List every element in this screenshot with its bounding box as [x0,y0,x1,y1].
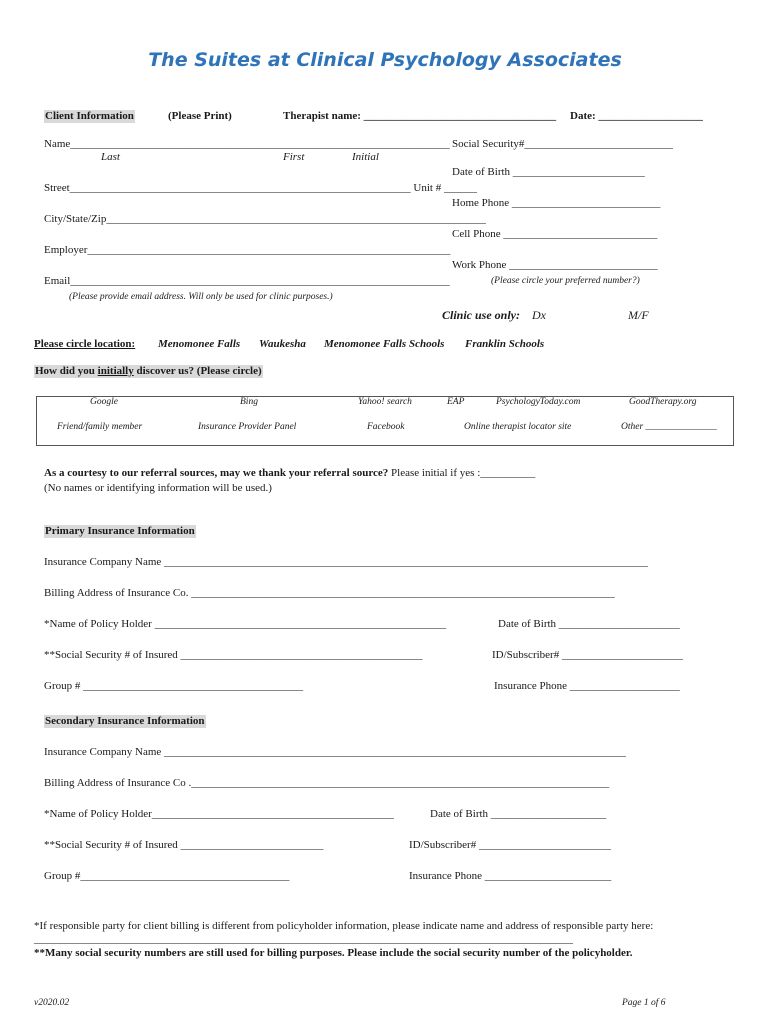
date-field[interactable]: Date: ___________________ [570,110,703,122]
employer-field[interactable]: Employer__________________________________________________________________ [44,244,451,256]
therapist-name-field[interactable]: Therapist name: ___________________________________ [283,110,557,122]
version-label: v2020.02 [34,998,70,1008]
city-state-zip-field[interactable]: City/State/Zip_____________________________________________________________________ [44,213,486,225]
location-franklin-schools[interactable]: Franklin Schools [465,338,545,350]
secondary-insurance-company-field[interactable]: Insurance Company Name ____________________________________________________________________________________ [44,746,627,758]
referral-note: (No names or identifying information will be used.) [44,482,272,494]
primary-billing-address-field[interactable]: Billing Address of Insurance Co. _____________________________________________________________________________ [44,587,615,599]
work-phone-field[interactable]: Work Phone ___________________________ [452,259,658,271]
clinic-use-label: Clinic use only: [442,308,521,322]
discover-goodtherapy[interactable]: GoodTherapy.org [629,397,697,407]
discover-psychologytoday[interactable]: PsychologyToday.com [496,397,581,407]
location-menomonee-falls[interactable]: Menomonee Falls [158,338,241,350]
secondary-date-of-birth-field[interactable]: Date of Birth _____________________ [430,808,607,820]
location-waukesha[interactable]: Waukesha [259,338,306,350]
initial-label: Initial [352,151,379,163]
referral-question[interactable]: As a courtesy to our referral sources, may we thank your referral source? Please initial if yes :__________ [44,467,536,479]
primary-insurance-phone-field[interactable]: Insurance Phone ____________________ [494,680,680,692]
discover-facebook[interactable]: Facebook [367,422,405,432]
email-note: (Please provide email address. Will only be used for clinic purposes.) [69,292,333,302]
secondary-ssn-field[interactable]: **Social Security # of Insured __________________________ [44,839,324,851]
secondary-policy-holder-field[interactable]: *Name of Policy Holder____________________________________________ [44,808,394,820]
street-field[interactable]: Street______________________________________________________________ Unit # ______ [44,182,477,194]
primary-ssn-field[interactable]: **Social Security # of Insured ____________________________________________ [44,649,423,661]
page-title: The Suites at Clinical Psychology Associates [148,49,622,71]
primary-insurance-heading: Primary Insurance Information [45,525,195,537]
location-label: Please circle location: [34,338,136,350]
discover-friend-family[interactable]: Friend/family member [57,422,143,432]
primary-policy-holder-field[interactable]: *Name of Policy Holder _____________________________________________________ [44,618,447,630]
primary-group-field[interactable]: Group # ________________________________________ [44,680,304,692]
please-print-label: (Please Print) [168,110,232,122]
discover-heading: How did you initially discover us? (Please circle) [35,365,262,377]
location-menomonee-falls-schools[interactable]: Menomonee Falls Schools [324,338,445,350]
page-number: Page 1 of 6 [622,998,666,1008]
secondary-insurance-heading: Secondary Insurance Information [45,715,205,727]
home-phone-field[interactable]: Home Phone ___________________________ [452,197,661,209]
secondary-subscriber-id-field[interactable]: ID/Subscriber# ________________________ [409,839,611,851]
ssn-billing-note: **Many social security numbers are still used for billing purposes. Please include the social security number of the policyholder. [34,947,633,959]
discover-google[interactable]: Google [90,397,118,407]
responsible-party-field[interactable]: __________________________________________________________________________________________________ [34,933,573,945]
last-name-label: Last [101,151,120,163]
primary-subscriber-id-field[interactable]: ID/Subscriber# ______________________ [492,649,683,661]
discover-other[interactable]: Other _______________ [621,422,717,432]
primary-date-of-birth-field[interactable]: Date of Birth ______________________ [498,618,680,630]
name-field[interactable]: Name_____________________________________________________________________ [44,138,450,150]
secondary-group-field[interactable]: Group #______________________________________ [44,870,290,882]
discover-yahoo[interactable]: Yahoo! search [358,397,412,407]
email-field[interactable]: Email_____________________________________________________________________ [44,275,450,287]
client-information-heading: Client Information [45,110,134,122]
secondary-billing-address-field[interactable]: Billing Address of Insurance Co .____________________________________________________________________________ [44,777,610,789]
dx-label: Dx [532,308,546,322]
date-of-birth-field[interactable]: Date of Birth ________________________ [452,166,645,178]
social-security-field[interactable]: Social Security#___________________________ [452,138,673,150]
cell-phone-field[interactable]: Cell Phone ____________________________ [452,228,658,240]
discover-online-locator[interactable]: Online therapist locator site [464,422,572,432]
responsible-party-note: *If responsible party for client billing is different from policyholder information, please indicate name and address of responsible party here: [34,920,654,932]
first-name-label: First [283,151,305,163]
preferred-number-note: (Please circle your preferred number?) [491,276,640,286]
discover-eap[interactable]: EAP [447,397,465,407]
discover-bing[interactable]: Bing [240,397,258,407]
secondary-insurance-phone-field[interactable]: Insurance Phone _______________________ [409,870,612,882]
mf-label: M/F [628,308,649,322]
primary-insurance-company-field[interactable]: Insurance Company Name ________________________________________________________________________________________ [44,556,649,568]
discover-insurance-panel[interactable]: Insurance Provider Panel [198,422,297,432]
